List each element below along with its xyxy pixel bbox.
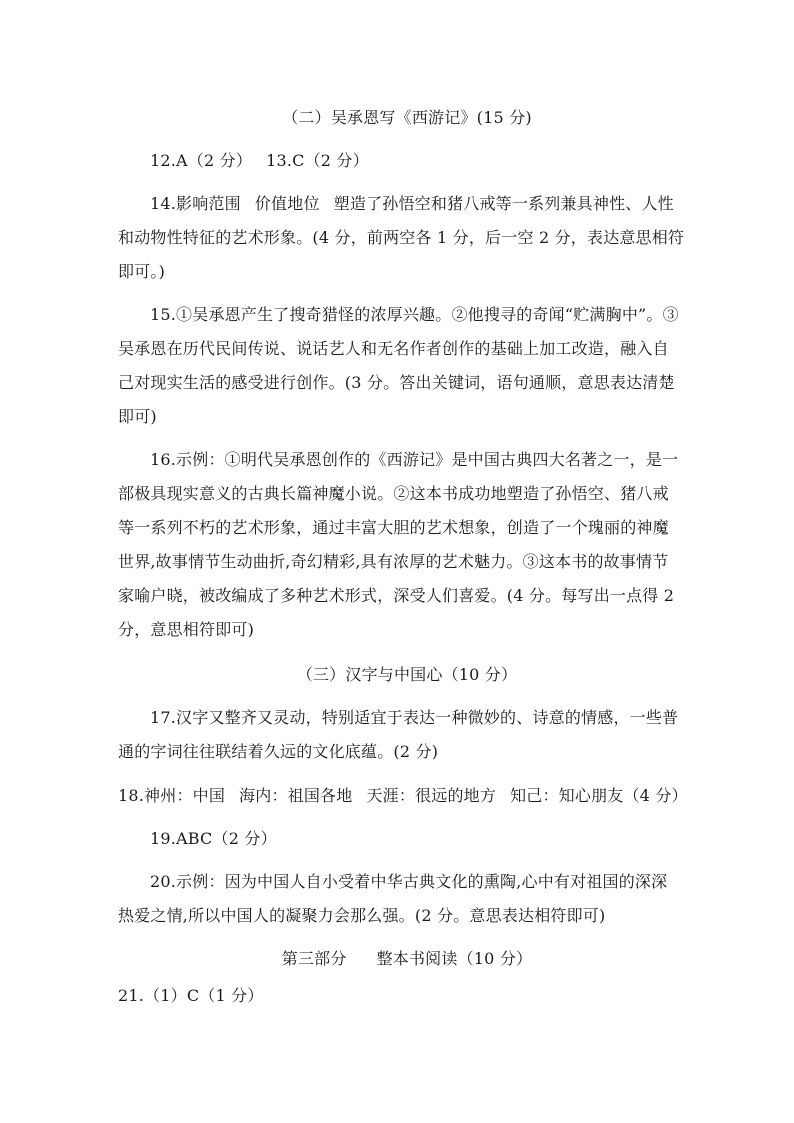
section-3-title: （三）汉字与中国心（10 分） (296, 665, 518, 684)
answer-13: 13.C（2 分） (266, 151, 369, 170)
answer-18-item-1: 18.神州：中国 (118, 786, 226, 805)
answer-16-line-4: 世界,故事情节生动曲折,奇幻精彩,具有浓厚的艺术魅力。③这本书的故事情节 (118, 552, 669, 571)
answer-14-line-2: 和动物性特征的艺术形象。(4 分，前两空各 1 分，后一空 2 分，表达意思相符 (118, 228, 685, 247)
answer-16-line-1: 16.示例：①明代吴承恩创作的《西游记》是中国古典四大名著之一，是一 (150, 450, 679, 469)
answer-20-line-2: 热爱之情,所以中国人的凝聚力会那么强。(2 分。意思表达相符即可) (118, 906, 606, 925)
part-3-label: 第三部分 (281, 949, 347, 968)
answer-16-line-2: 部极具现实意义的古典长篇神魔小说。②这本书成功地塑造了孙悟空、猪八戒 (118, 484, 669, 503)
answer-18 (118, 785, 688, 807)
answer-16-line-6: 分，意思相符即可) (118, 620, 255, 639)
answer-15-line-4: 即可) (118, 407, 157, 426)
answer-16-line-3: 等一系列不朽的艺术形象，通过丰富大胆的艺术想象，创造了一个瑰丽的神魔 (118, 518, 669, 537)
answer-17-line-1: 17.汉字又整齐又灵动，特别适宜于表达一种微妙的、诗意的情感，一些普 (150, 708, 679, 727)
answer-21: 21.（1）C（1 分） (118, 986, 264, 1005)
answer-18-item-2: 海内：祖国各地 (239, 786, 353, 805)
part-3-title (0, 948, 794, 970)
part-3-heading: 整本书阅读（10 分） (376, 949, 533, 968)
answer-12-13 (150, 150, 369, 172)
answer-14-blank-2: 价值地位 (254, 194, 320, 213)
answer-20-line-1: 20.示例：因为中国人自小受着中华古典文化的熏陶,心中有对祖国的深深 (150, 872, 668, 891)
answer-14-blank-3: 塑造了孙悟空和猪八戒等一系列兼具神性、人性 (333, 194, 674, 213)
answer-18-item-4: 知己：知心朋友（4 分） (510, 786, 688, 805)
answer-19: 19.ABC（2 分） (150, 829, 277, 848)
answer-15-line-2: 吴承恩在历代民间传说、说话艺人和无名作者创作的基础上加工改造，融入自 (118, 339, 669, 358)
answer-15-line-3: 己对现实生活的感受进行创作。(3 分。答出关键词，语句通顺，意思表达清楚 (118, 373, 675, 392)
answer-14-line-1 (150, 193, 674, 215)
answer-16-line-5: 家喻户晓，被改编成了多种艺术形式，深受人们喜爱。(4 分。每写出一点得 2 (118, 586, 675, 605)
answer-14-line-3: 即可。) (118, 262, 166, 281)
answer-17-line-2: 通的字词往往联结着久远的文化底蕴。(2 分) (118, 742, 439, 761)
answer-12: 12.A（2 分） (150, 151, 253, 170)
answer-15-line-1: 15.①吴承恩产生了搜奇猎怪的浓厚兴趣。②他搜寻的奇闻“贮满胸中”。③ (150, 305, 679, 324)
section-2-title: （二）吴承恩写《西游记》(15 分) (282, 108, 532, 127)
answer-14-blank-1: 14.影响范围 (150, 194, 241, 213)
answer-18-item-3: 天涯：很远的地方 (366, 786, 497, 805)
